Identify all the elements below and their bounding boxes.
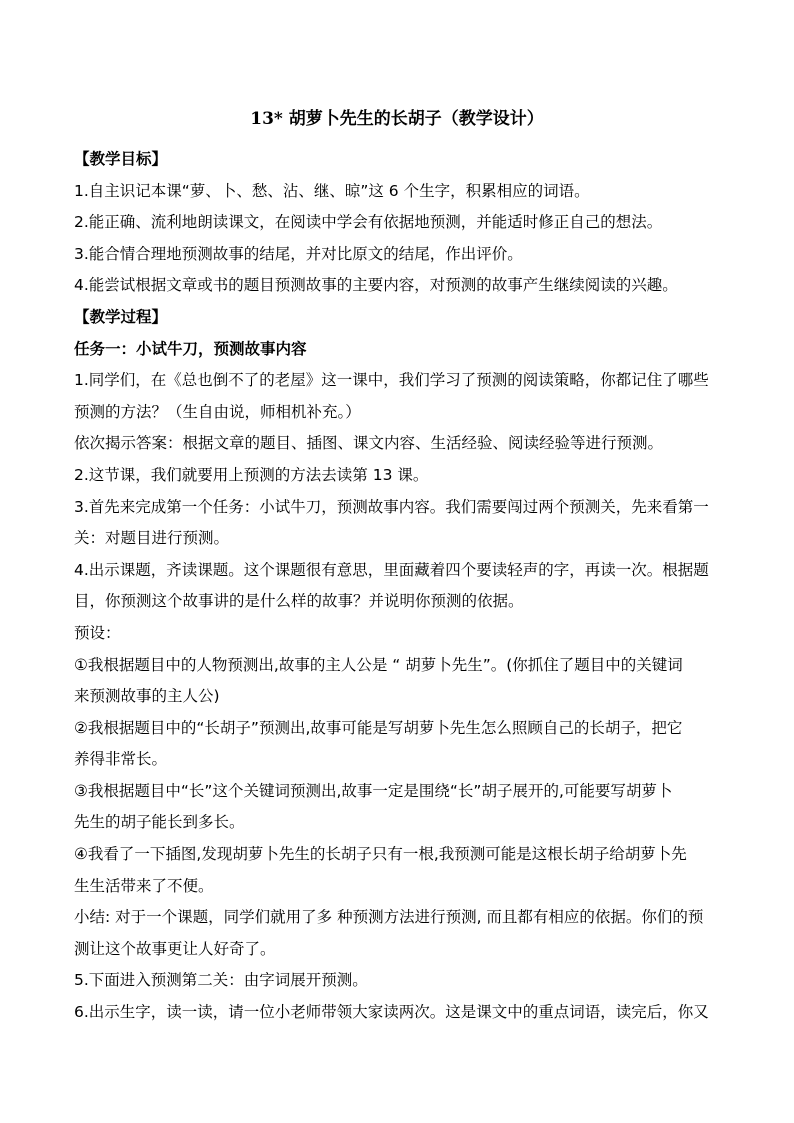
paragraph-line: 依次揭示答案：根据文章的题目、插图、课文内容、生活经验、阅读经验等进行预测。 [74, 434, 664, 453]
paragraph-line: 生生活带来了不便。 [74, 876, 214, 895]
paragraph-line: 养得非常长。 [74, 750, 168, 769]
paragraph-line: 先生的胡子能长到多长。 [74, 813, 245, 832]
paragraph-line: 来预测故事的主人公) [74, 687, 220, 706]
paragraph-line: ②我根据题目中的“长胡子”预测出,故事可能是写胡萝卜先生怎么照顾自己的长胡子，把它 [74, 718, 683, 737]
paragraph-line: 关：对题目进行预测。 [74, 529, 230, 548]
section-heading: 任务一：小试牛刀，预测故事内容 [74, 339, 307, 358]
document-title: 13* 胡萝卜先生的长胡子（教学设计） [250, 109, 544, 129]
section-heading: 【教学过程】 [74, 307, 168, 326]
paragraph-line: 4.能尝试根据文章或书的题目预测故事的主要内容，对预测的故事产生继续阅读的兴趣。 [74, 276, 678, 295]
paragraph-line: 测让这个故事更让人好奇了。 [74, 939, 276, 958]
paragraph-line: 预测的方法？（生自由说，师相机补充。） [74, 402, 361, 421]
paragraph-line: 6.出示生字，读一读，请一位小老师带领大家读两次。这是课文中的重点词语，读完后，你又 [74, 1003, 709, 1022]
paragraph-line: 2.能正确、流利地朗读课文，在阅读中学会有依据地预测，并能适时修正自己的想法。 [74, 213, 663, 232]
section-heading: 【教学目标】 [74, 150, 168, 168]
paragraph-line: 目，你预测这个故事讲的是什么样的故事？并说明你预测的依据。 [74, 592, 524, 611]
document-body [74, 144, 724, 1029]
paragraph-line: 3.能合情合理地预测故事的结尾，并对比原文的结尾，作出评价。 [74, 244, 523, 263]
paragraph-line: 5.下面进入预测第二关：由字词展开预测。 [74, 971, 368, 990]
paragraph-line: 4.出示课题，齐读课题。这个课题很有意思，里面藏着四个要读轻声的字，再读一次。根据题 [74, 560, 709, 579]
paragraph-line: ③我根据题目中“长”这个关键词预测出,故事一定是围绕“长”胡子展开的,可能要写胡萝卜 [74, 781, 673, 800]
paragraph-line: ①我根据题目中的人物预测出,故事的主人公是 “ 胡萝卜先生”。(你抓住了题目中的关键词 [74, 655, 683, 674]
paragraph-line: 2.这节课，我们就要用上预测的方法去读第 13 课。 [74, 465, 429, 484]
paragraph-line: 1.自主识记本课“萝、卜、愁、沾、继、晾”这 6 个生字，积累相应的词语。 [74, 181, 590, 200]
paragraph-line: 3.首先来完成第一个任务：小试牛刀，预测故事内容。我们需要闯过两个预测关，先来看第一 [74, 497, 709, 516]
paragraph-line: 小结: 对于一个课题，同学们就用了多 种预测方法进行预测, 而且都有相应的依据。你们的预 [74, 908, 704, 927]
paragraph-line: 预设： [74, 623, 121, 642]
paragraph-line: 1.同学们，在《总也倒不了的老屋》这一课中，我们学习了预测的阅读策略，你都记住了哪些 [74, 371, 709, 390]
paragraph-line: ④我看了一下插图,发现胡萝卜先生的长胡子只有一根,我预测可能是这根长胡子给胡萝卜先 [74, 845, 687, 864]
